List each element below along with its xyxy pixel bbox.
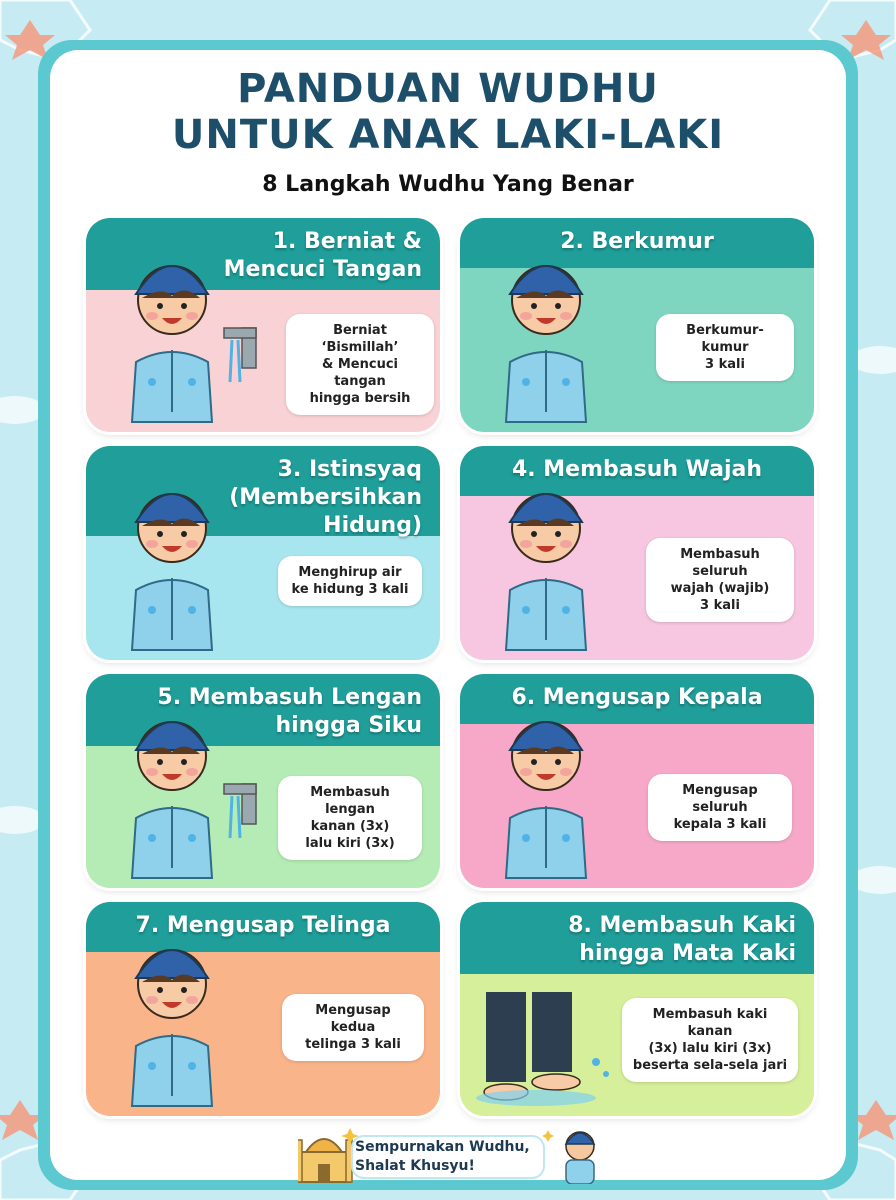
footer-line1: Sempurnakan Wudhu, (355, 1139, 530, 1155)
step-instruction: Berniat ‘Bismillah’ & Mencuci tangan hingga bersih (286, 314, 434, 415)
step-card-2 (460, 218, 814, 432)
step-instruction: Mengusap kedua telinga 3 kali (282, 994, 424, 1061)
boy-illustration-ears (92, 916, 272, 1116)
boy-illustration-feet (466, 942, 646, 1116)
step-card-1 (86, 218, 440, 432)
step-title: 2. Berkumur (560, 229, 714, 254)
poster-subtitle: 8 Langkah Wudhu Yang Benar (262, 172, 634, 197)
boy-illustration-face (466, 460, 646, 660)
step-title: 7. Mengusap Telinga (135, 913, 391, 938)
boy-illustration-head (466, 688, 646, 888)
step-instruction: Membasuh seluruh wajah (wajib) 3 kali (646, 538, 794, 622)
step-instruction: Membasuh kaki kanan (3x) lalu kiri (3x) beserta sela-sela jari (622, 998, 798, 1082)
step-title: 4. Membasuh Wajah (511, 457, 763, 482)
faucet-icon (224, 328, 256, 382)
step-title: 6. Mengusap Kepala (511, 685, 763, 710)
step-card-5 (86, 674, 440, 888)
step-instruction: Berkumur-kumur 3 kali (656, 314, 794, 381)
poster-title-line2: UNTUK ANAK LAKI-LAKI (171, 112, 725, 158)
step-instruction: Menghirup air ke hidung 3 kali (278, 556, 422, 606)
step-card-7 (86, 902, 440, 1116)
footer-boy-icon (566, 1132, 594, 1184)
step-title: 3. Istinsyaq (Membersihkan Hidung) (229, 457, 422, 538)
footer-line2: Shalat Khusyu! (355, 1158, 475, 1174)
step-instruction: Membasuh lengan kanan (3x) lalu kiri (3x) (278, 776, 422, 860)
faucet-icon (224, 784, 256, 838)
step-card-6 (460, 674, 814, 888)
step-instruction: Mengusap seluruh kepala 3 kali (648, 774, 792, 841)
mosque-icon (298, 1139, 352, 1182)
step-title: 8. Membasuh Kaki hingga Mata Kaki (568, 913, 796, 966)
water-drop-icon (592, 1058, 609, 1077)
step-card-4 (460, 446, 814, 660)
step-card-3 (86, 446, 440, 660)
step-card-8 (460, 902, 814, 1116)
step-title: 1. Berniat & Mencuci Tangan (223, 229, 422, 282)
poster-title-line1: PANDUAN WUDHU (237, 66, 659, 112)
step-title: 5. Membasuh Lengan hingga Siku (157, 685, 422, 738)
footer-text (355, 1138, 530, 1176)
boy-illustration-gargle (466, 232, 646, 432)
